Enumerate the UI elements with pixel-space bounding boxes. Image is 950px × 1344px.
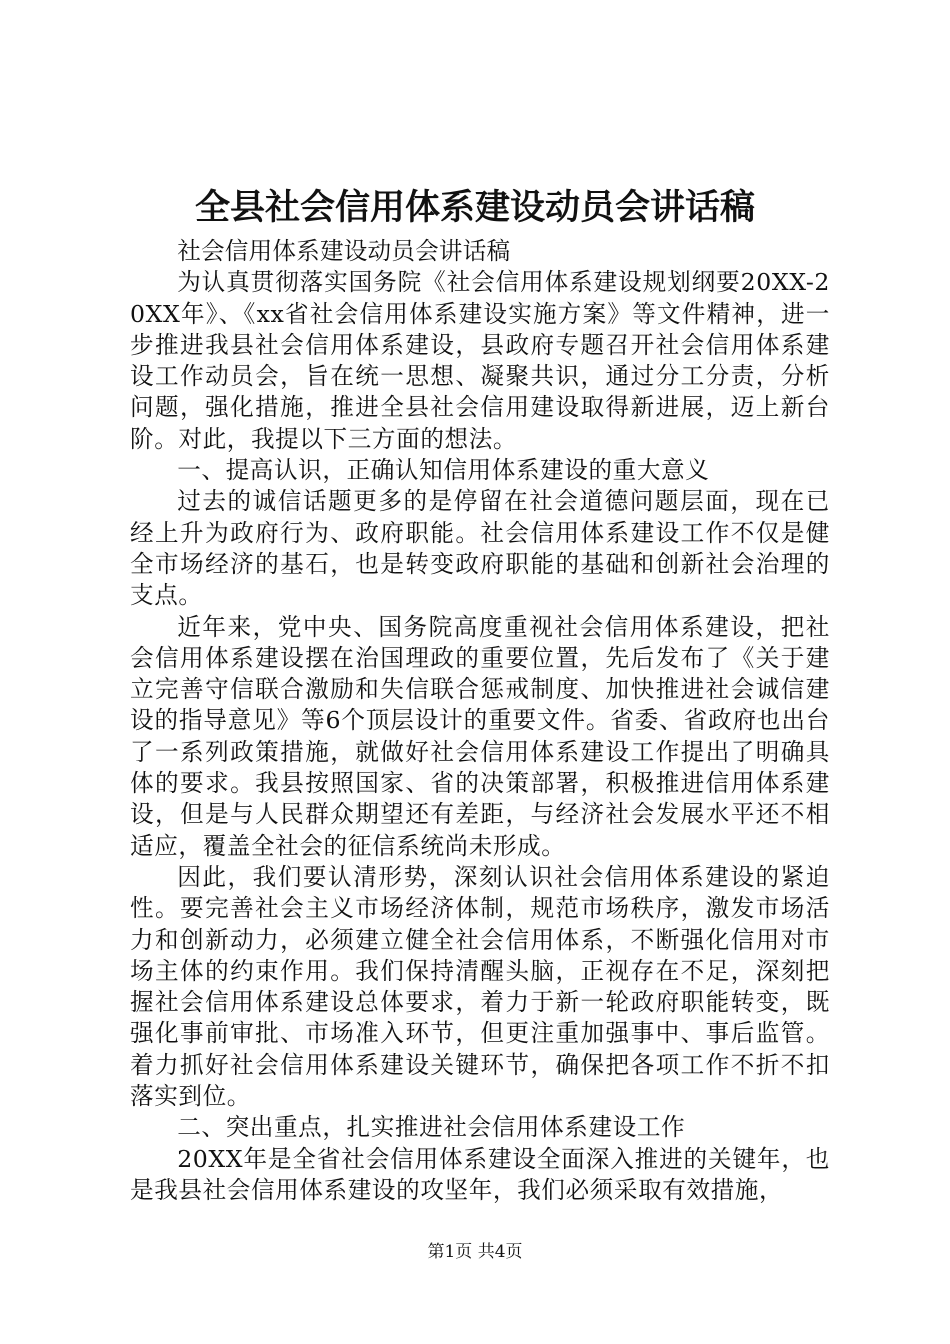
paragraph-intro: 为认真贯彻落实国务院《社会信用体系建设规划纲要20XX-20XX年》、《xx省社会信用体系建设实施方案》等文件精神，进一步推进我县社会信用体系建设，县政府专题召开社会信用体系建设工作动员会，旨在统一思想、凝聚共识，通过分工分责，分析问题，强化措施，推进全县社会信用建设取得新进展，迈上新台阶。对此，我提以下三方面的想法。 (130, 268, 830, 453)
document-title: 全县社会信用体系建设动员会讲话稿 (194, 187, 755, 228)
paragraph-section1-c: 因此，我们要认清形势，深刻认识社会信用体系建设的紧迫性。要完善社会主义市场经济体制，规范市场秩序，激发市场活力和创新动力，必须建立健全社会信用体系，不断强化信用对市场主体的约束作用。我们保持清醒头脑，正视存在不足，深刻把握社会信用体系建设总体要求，着力于新一轮政府职能转变，既强化事前审批、市场准入环节，但更注重加强事中、事后监管。着力抓好社会信用体系建设关键环节，确保把各项工作不折不扣落实到位。 (130, 862, 830, 1111)
document-body (130, 236, 830, 1206)
section-heading-1: 一、提高认识，正确认知信用体系建设的重大意义 (177, 456, 710, 485)
page-footer: 第1页 共4页 (427, 1242, 523, 1262)
paragraph-section2-a: 20XX年是全省社会信用体系建设全面深入推进的关键年，也是我县社会信用体系建设的攻坚年，我们必须采取有效措施， (130, 1144, 830, 1204)
paragraph-section1-a: 过去的诚信话题更多的是停留在社会道德问题层面，现在已经上升为政府行为、政府职能。社会信用体系建设工作不仅是健全市场经济的基石，也是转变政府职能的基础和创新社会治理的支点。 (130, 487, 830, 610)
document-subtitle: 社会信用体系建设动员会讲话稿 (177, 237, 511, 265)
section-heading-2: 二、突出重点，扎实推进社会信用体系建设工作 (177, 1113, 686, 1142)
paragraph-section1-b: 近年来，党中央、国务院高度重视社会信用体系建设，把社会信用体系建设摆在治国理政的重要位置，先后发布了《关于建立完善守信联合激励和失信联合惩戒制度、加快推进社会诚信建设的指导意见》等6个顶层设计的重要文件。省委、省政府也出台了一系列政策措施，就做好社会信用体系建设工作提出了明确具体的要求。我县按照国家、省的决策部署，积极推进信用体系建设，但是与人民群众期望还有差距，与经济社会发展水平还不相适应，覆盖全社会的征信系统尚未形成。 (130, 612, 830, 860)
